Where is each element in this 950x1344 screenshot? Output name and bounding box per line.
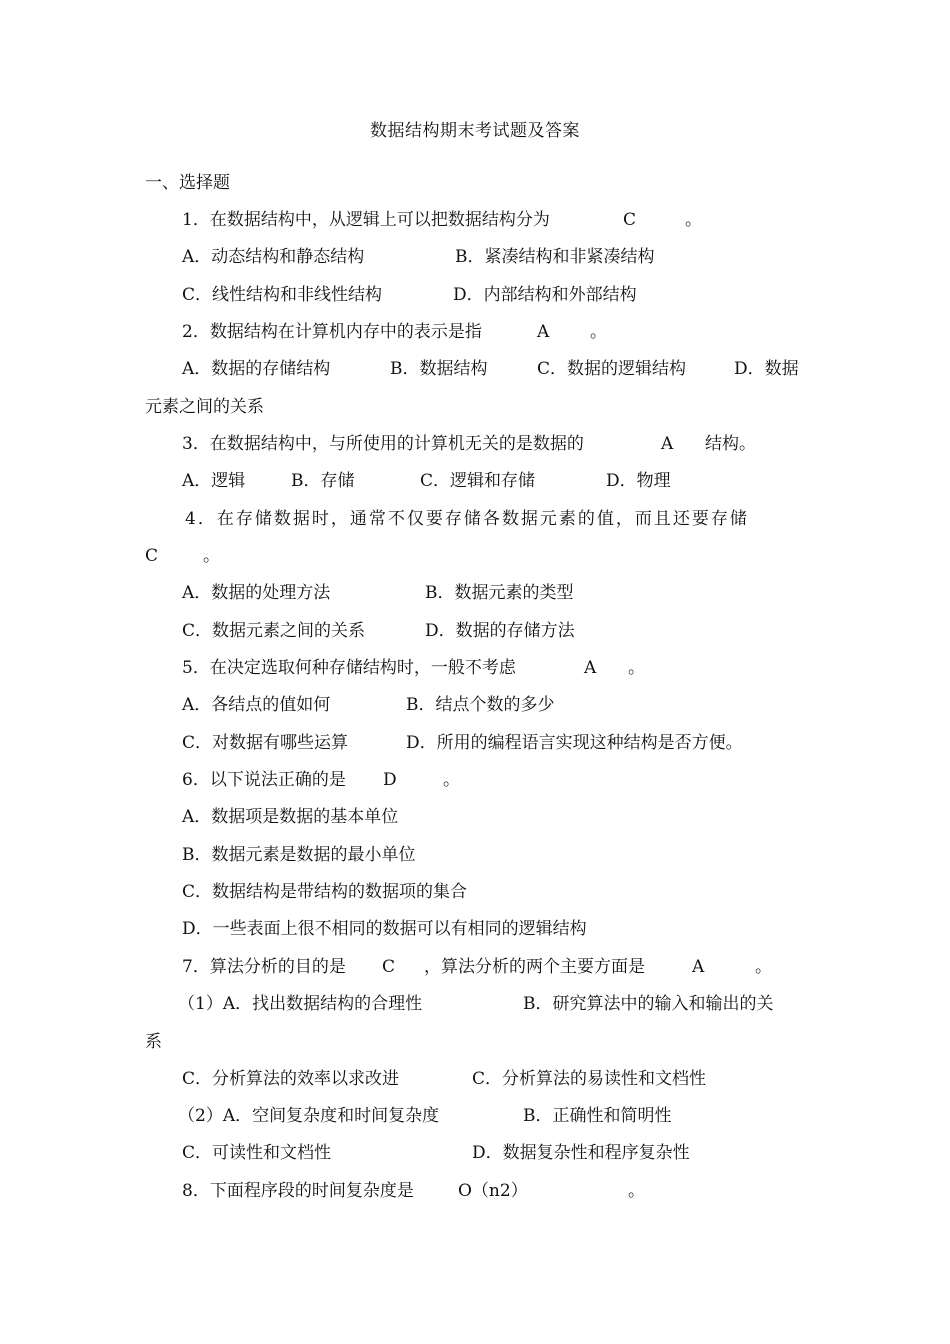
option-2d: D．数据复杂性和程序复杂性: [472, 1143, 690, 1163]
option-c: C．逻辑和存储: [420, 471, 536, 491]
punctuation: 。: [590, 322, 607, 342]
answer: A: [584, 658, 597, 678]
question-stem: 2．数据结构在计算机内存中的表示是指: [182, 322, 482, 342]
option-1d: C．分析算法的易读性和文档性: [472, 1069, 707, 1089]
question-stem: 8．下面程序段的时间复杂度是: [182, 1181, 414, 1201]
question-stem: 7．算法分析的目的是: [182, 957, 346, 977]
option-a: A．各结点的值如何: [182, 695, 331, 715]
answer: O（n2）: [458, 1181, 528, 1201]
option-d: D．数据的存储方法: [425, 621, 575, 641]
option-a: A．数据的处理方法: [182, 583, 331, 603]
option-a: A．数据项是数据的基本单位: [182, 807, 399, 827]
option-c: C．数据结构是带结构的数据项的集合: [182, 882, 468, 902]
option-a: A．数据的存储结构: [182, 359, 331, 379]
option-b: B．数据元素是数据的最小单位: [182, 845, 416, 865]
option-d: D．数据: [734, 359, 799, 379]
option-a: A．逻辑: [182, 471, 246, 491]
option-c: C．数据元素之间的关系: [182, 621, 366, 641]
answer: A: [537, 322, 550, 342]
option-1a: （1）A．找出数据结构的合理性: [178, 994, 423, 1014]
section-heading: 一、选择题: [145, 173, 230, 193]
punctuation: 。: [628, 658, 645, 678]
punctuation: 。: [443, 770, 460, 790]
answer-1: C: [382, 957, 396, 977]
answer: C: [623, 210, 637, 230]
question-stem: 3．在数据结构中，与所使用的计算机无关的是数据的: [182, 434, 584, 454]
option-a: A．动态结构和静态结构: [182, 247, 365, 267]
answer-2: A: [692, 957, 705, 977]
option-1c: C．分析算法的效率以求改进: [182, 1069, 400, 1089]
option-d: D．物理: [606, 471, 671, 491]
option-2c: C．可读性和文档性: [182, 1143, 332, 1163]
option-b: B．数据结构: [390, 359, 488, 379]
option-d: D．内部结构和外部结构: [453, 285, 637, 305]
question-stem: 5．在决定选取何种存储结构时，一般不考虑: [182, 658, 516, 678]
question-stem: 1．在数据结构中，从逻辑上可以把数据结构分为: [182, 210, 550, 230]
option-c: C．线性结构和非线性结构: [182, 285, 383, 305]
option-b: B．存储: [291, 471, 355, 491]
answer: A: [661, 434, 674, 454]
option-d: D．所用的编程语言实现这种结构是否方便。: [406, 733, 743, 753]
question-stem: 6．以下说法正确的是: [182, 770, 346, 790]
option-2a: （2）A．空间复杂度和时间复杂度: [178, 1106, 440, 1126]
option-d-continuation: 元素之间的关系: [145, 397, 264, 417]
option-1b: B．研究算法中的输入和输出的关: [523, 994, 774, 1014]
punctuation: 。: [755, 957, 772, 977]
option-b: B．数据元素的类型: [425, 583, 574, 603]
answer: C: [145, 546, 159, 566]
punctuation: 。: [685, 210, 702, 230]
question-stem-middle: ，算法分析的两个主要方面是: [424, 957, 645, 977]
option-c: C．对数据有哪些运算: [182, 733, 349, 753]
option-d: D．一些表面上很不相同的数据可以有相同的逻辑结构: [182, 919, 587, 939]
option-c: C．数据的逻辑结构: [537, 359, 687, 379]
question-stem: 4．在存储数据时，通常不仅要存储各数据元素的值，而且还要存储: [185, 509, 749, 529]
option-b: B．结点个数的多少: [406, 695, 555, 715]
question-stem-end: 结构。: [705, 434, 756, 454]
punctuation: 。: [203, 546, 220, 566]
option-b: B．紧凑结构和非紧凑结构: [455, 247, 655, 267]
punctuation: 。: [628, 1181, 645, 1201]
document-title: 数据结构期末考试题及答案: [370, 121, 580, 141]
answer: D: [383, 770, 397, 790]
option-1b-continuation: 系: [145, 1032, 162, 1052]
option-2b: B．正确性和简明性: [523, 1106, 672, 1126]
